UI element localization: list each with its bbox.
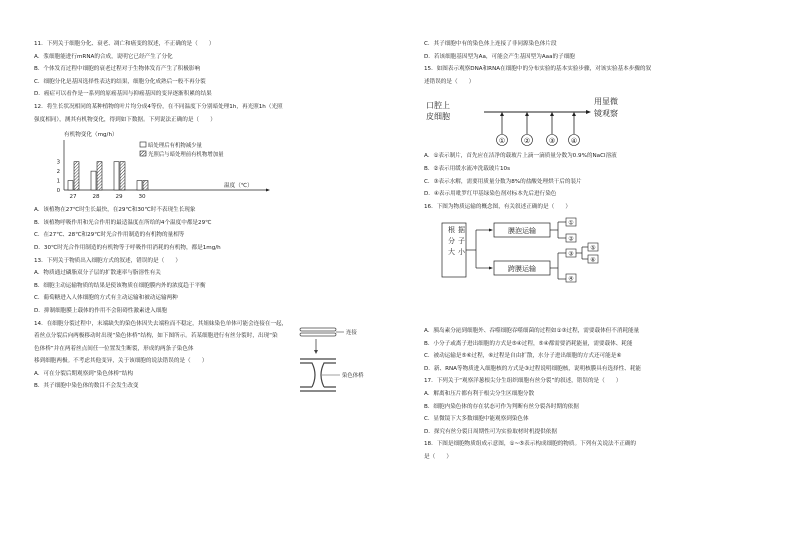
bar-2-29	[120, 162, 125, 190]
q12-option-d: D．30℃时光合作用制造的有机物等于呼吸作用消耗的有机物，都是1mg/h	[34, 244, 221, 251]
q15-option-d: D．④表示用吡罗红甲基绿染色剂对标本先后进行染色	[424, 191, 557, 198]
node-6: ⑥	[590, 256, 596, 264]
x-axis-arrow	[266, 189, 270, 192]
svg-text:③: ③	[548, 137, 556, 146]
q11-option-a: A．浆细胞能进行mRNA的合成，说明它已经产生了分化	[34, 53, 173, 60]
bar-1-28	[91, 171, 96, 190]
node-2: ②	[568, 235, 574, 243]
q11-option-d: D．癌症可以看作是一系列的原癌基因与抑癌基因的变异逐渐积累的结果	[34, 91, 212, 98]
q16-option-a: A．胰岛素分泌到细胞外、吞噬细胞吞噬细菌的过程如①③过程，需要载体但不消耗能量	[424, 328, 640, 334]
q17-option-c: C．显微镜下大多数细胞中能观察到染色体	[424, 416, 529, 423]
bars	[68, 162, 148, 190]
svg-text:大: 大	[448, 248, 455, 257]
svg-text:①: ①	[498, 137, 506, 146]
legend-label-1: 暗处理后有机物减少量	[148, 143, 202, 150]
q12-stem-line1: 12．将生长状况相同的某种植物的叶片均分成4等份，在不同温度下分别暗处理1h，再光照1h（光照	[34, 103, 283, 110]
q16-stem: 16．下图为物质运输的概念图，有关叙述正确的是（ ）	[424, 203, 571, 210]
bar-2-28	[97, 162, 102, 190]
q11-option-c: C．细胞分化是基因选择性表达的结果，细胞分化成熟后一般不再分裂	[34, 78, 206, 85]
right-column-lower	[424, 329, 774, 468]
q16-option-b: B．小分子或离子进出细胞的方式是⑤④过程，⑤④都需要消耗能量，需要载体、耗能	[424, 340, 633, 347]
y-tick-label-1: 1	[56, 178, 60, 185]
q15-option-b: B．②表示用缓水流冲洗载玻片10s	[424, 165, 511, 172]
chromosome-bridge-figure	[292, 325, 392, 401]
q16-option-c: C．被动运输是⑤⑥过程，⑥过程是自由扩散，水分子进出细胞的方式还可能是⑥	[424, 353, 622, 360]
q18-stem-line1: 18．下图是细胞物质组成示意图，①~⑤表示构成细胞的物质。下列有关说法不正确的	[424, 441, 637, 448]
step-1	[497, 112, 508, 146]
chart-svg	[34, 130, 392, 208]
flow-right-line2: 镜观察	[594, 109, 618, 119]
legend-swatch-1	[140, 142, 146, 147]
q15-flow-diagram	[424, 92, 774, 154]
svg-text:小: 小	[458, 248, 465, 257]
q14-stem-line1: 14．在细胞分裂过程中，末端缺失的染色体因失去端粒而不稳定，其姐妹染色单体可能会连接在一起，	[34, 320, 288, 327]
q15-option-a: A．①表示制片，首先应在洁净的载玻片上滴一滴质量分数为0.9%的NaCl溶液	[424, 153, 617, 160]
y-tick-labels	[57, 160, 61, 194]
step-3	[547, 112, 558, 146]
q15-stem-line1: 15．如图表示观察DNA和RNA在细胞中的分布实验的基本实验步骤，对该实验基本步骤的叙	[424, 66, 652, 73]
q14-option-a: A．可在分裂后期观察到“染色体桥”结构	[34, 370, 134, 377]
q16-concept-map	[424, 217, 774, 325]
flow-left-line1: 口腔上	[426, 101, 450, 111]
x-axis-label: 温度（℃）	[224, 183, 253, 190]
q12-option-b: B．该植物呼吸作用和光合作用的最适温度在所给的4个温度中都是29℃	[34, 219, 212, 226]
chromatid-top-1	[300, 328, 336, 331]
q15-stem-line2: 述错误的是（ ）	[424, 78, 475, 85]
svg-text:子: 子	[458, 237, 465, 246]
membrane-transport-label: 膜泡运输	[508, 227, 536, 236]
svg-text:根: 根	[448, 226, 455, 235]
svg-text:②: ②	[523, 137, 531, 146]
y-tick-label-0: 0	[56, 188, 60, 195]
flow-right-line1: 用显微	[594, 97, 618, 107]
node-3: ③	[568, 250, 574, 258]
q15-option-c: C．③表示水解，需要用质量分数为8%的盐酸处理烘干后的装片	[424, 178, 582, 185]
step-2	[522, 112, 533, 146]
q14-option-c: C．其子细胞中有的染色体上连接了非同源染色体片段	[424, 41, 557, 47]
bar-1-30	[137, 181, 142, 190]
right-column	[424, 42, 774, 325]
svg-text:④: ④	[570, 137, 578, 146]
node-5: ⑤	[590, 244, 596, 252]
q13-option-b: B．细胞主动运输物质的结果是使该物质在细胞膜内外的浓度趋于平衡	[34, 282, 206, 289]
step-4	[569, 112, 580, 146]
svg-text:分: 分	[448, 237, 455, 246]
flow-left-line2: 皮细胞	[426, 112, 450, 122]
cross-membrane-label: 跨膜运输	[508, 265, 536, 274]
q11-option-b: B．个体发育过程中细胞的衰老过程对于生物体发育产生了积极影响	[34, 66, 201, 73]
node-1: ①	[568, 219, 574, 227]
q12-option-a: A．该植物在27℃时生长最快，在29℃和30℃时不表现生长现象	[34, 207, 196, 214]
q17-option-a: A．解离和压片都有利于根尖分生区细胞分散	[424, 390, 535, 397]
q17-option-b: B．细胞内染色体的存在状态可作为判断有丝分裂各时期的依据	[424, 403, 579, 410]
q12-option-c: C．在27℃、28℃和29℃时光合作用制造的有机物的量相等	[34, 232, 185, 239]
svg-text:据: 据	[458, 226, 465, 235]
y-tick-label-3: 3	[56, 159, 60, 166]
q14-option-d: D．若该细胞基因型为Aa，可能会产生基因型为Aaa的子细胞	[424, 53, 575, 60]
chart-title: 有机物变化（mg/h）	[64, 132, 118, 139]
q14-stem-line4: 移到细胞两极。不考虑其他变异，关于该细胞的说法错误的是（ ）	[34, 358, 208, 365]
fig-label-bridge: 染色体桥	[342, 372, 364, 379]
x-tick-labels	[69, 194, 146, 200]
q13-option-d: D．抑制细胞膜上载体的作用不会阻碍性激素进入细胞	[34, 307, 167, 314]
bar-1-29	[114, 162, 119, 190]
q17-option-d: D．探究有丝分裂日周期性可为实验取材时机提供依据	[424, 428, 557, 435]
q13-option-a: A．物质通过磷脂双分子层的扩散速率与脂溶性有关	[34, 270, 161, 277]
x-tick-label-30: 30	[138, 194, 146, 201]
bar-1-27	[68, 181, 73, 190]
legend-swatch-2	[140, 151, 146, 156]
q13-option-c: C．葡萄糖进入人体细胞的方式有主动运输和被动运输两种	[34, 295, 178, 302]
q14-stem-line2: 着丝点分裂后向两极移动时出现“染色体桥”结构，如下图所示。若某细胞进行有丝分裂时，出现“染	[34, 333, 278, 340]
y-tick-label-2: 2	[56, 169, 60, 176]
legend	[140, 141, 224, 158]
q17-stem: 17．下列关于“观察洋葱根尖分生组织细胞有丝分裂”的叙述，错误的是（ ）	[424, 378, 622, 385]
q16-option-d: D．新、RNA等物质进入细胞核的方式是③过程说明细胞核，说明核膜具有选择性、耗能	[424, 365, 642, 372]
x-tick-label-28: 28	[92, 194, 100, 201]
q13-stem: 13．下列关于物质出入细胞方式的叙述，错误的是（ ）	[34, 257, 181, 264]
chromatid-top-2	[300, 333, 336, 336]
q12-stem-line2: 强度相同），测其有机物变化，得到如下数据。下列说法正确的是（ ）	[34, 116, 216, 123]
bar-2-27	[74, 162, 79, 190]
q12-bar-chart	[34, 130, 392, 208]
q11-stem: 11．下列关于细胞分化、衰老、凋亡和癌变的叙述，不正确的是（ ）	[34, 41, 215, 47]
q14-option-b: B．其子细胞中染色体的数目不会发生改变	[34, 383, 139, 390]
x-tick-label-29: 29	[115, 194, 123, 201]
bar-2-30	[143, 181, 148, 190]
node-4: ④	[568, 275, 574, 283]
left-column	[34, 42, 392, 397]
q18-stem-line2: 是（ ）	[424, 453, 452, 460]
fig-label-connect: 连接	[346, 329, 357, 336]
x-tick-label-27: 27	[69, 194, 77, 201]
legend-label-2: 光照后与暗处理前有机物增加量	[148, 152, 224, 159]
q14-stem-line3: 色体桥”并在两着丝点间任一位置发生断裂，形成的两条子染色体	[34, 345, 194, 352]
